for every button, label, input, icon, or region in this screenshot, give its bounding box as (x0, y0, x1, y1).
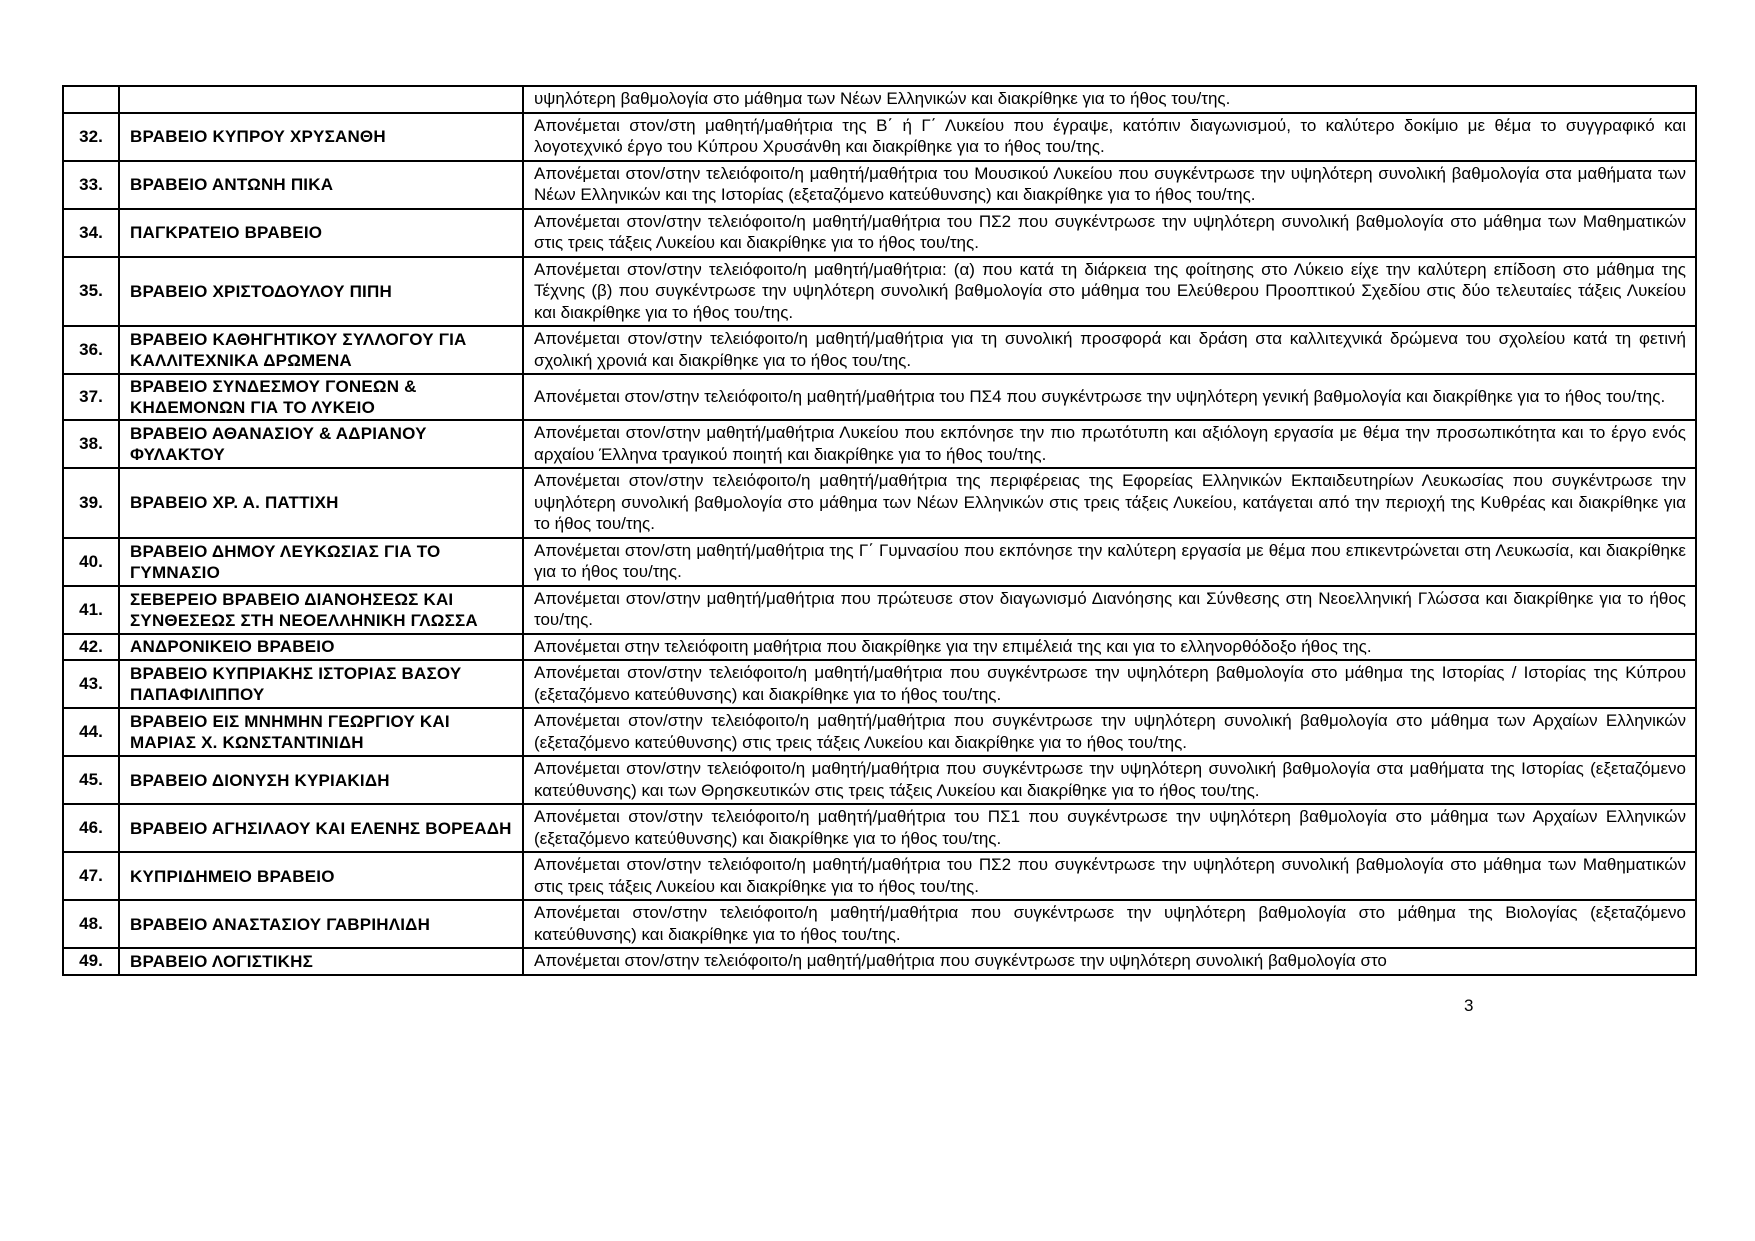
award-number: 41. (63, 586, 119, 634)
table-row (63, 326, 1696, 374)
award-name: ΒΡΑΒΕΙΟ ΚΑΘΗΓΗΤΙΚΟΥ ΣΥΛΛΟΓΟΥ ΓΙΑ ΚΑΛΛΙΤΕΧΝΙΚΑ ΔΡΩΜΕΝΑ (119, 326, 523, 374)
table-row (63, 209, 1696, 257)
awards-table (62, 85, 1697, 976)
award-number: 39. (63, 468, 119, 538)
award-name: ΒΡΑΒΕΙΟ ΑΓΗΣΙΛΑΟΥ ΚΑΙ ΕΛΕΝΗΣ ΒΟΡΕΑΔΗ (119, 804, 523, 852)
award-description: Απονέμεται στον/στην τελειόφοιτο/η μαθητή/μαθήτρια του ΠΣ2 που συγκέντρωσε την υψηλότερη συνολική βαθμολογία στο μάθημα των Μαθηματικών στις τρεις τάξεις Λυκείου και διακρίθηκε για το ήθος του/της. (523, 852, 1696, 900)
table-row (63, 756, 1696, 804)
award-name: ΒΡΑΒΕΙΟ ΚΥΠΡΙΑΚΗΣ ΙΣΤΟΡΙΑΣ ΒΑΣΟΥ ΠΑΠΑΦΙΛΙΠΠΟΥ (119, 660, 523, 708)
award-description: Απονέμεται στον/στη μαθητή/μαθήτρια της Β΄ ή Γ΄ Λυκείου που έγραψε, κατόπιν διαγωνισμού, το καλύτερο δοκίμιο με θέμα το συγγραφικό και λογοτεχνικό έργο του Κύπρου Χρυσάνθη και διακρίθηκε για το ήθος του/της. (523, 113, 1696, 161)
award-name: ΚΥΠΡΙΔΗΜΕΙΟ ΒΡΑΒΕΙΟ (119, 852, 523, 900)
award-number: 37. (63, 374, 119, 420)
table-row (63, 634, 1696, 661)
table-row (63, 900, 1696, 948)
award-description: Απονέμεται στον/στην τελειόφοιτο/η μαθητή/μαθήτρια που συγκέντρωσε την υψηλότερη συνολική βαθμολογία στο (523, 948, 1696, 975)
award-number: 36. (63, 326, 119, 374)
award-description: Απονέμεται στον/στην τελειόφοιτο/η μαθητή/μαθήτρια της περιφέρειας της Εφορείας Ελληνικών Εκπαιδευτηρίων Λευκωσίας που συγκέντρωσε την υψηλότερη συνολική βαθμολογία στο μάθημα των Νέων Ελληνικών στις τρεις τάξεις Λυκείου, κατάγεται από την περιοχή της Κυθρέας και διακρίθηκε για το ήθος του/της. (523, 468, 1696, 538)
award-description: υψηλότερη βαθμολογία στο μάθημα των Νέων Ελληνικών και διακρίθηκε για το ήθος του/της. (523, 86, 1696, 113)
award-description: Απονέμεται στον/στην τελειόφοιτο/η μαθητή/μαθήτρια του ΠΣ1 που συγκέντρωσε την υψηλότερη βαθμολογία στο μάθημα των Αρχαίων Ελληνικών (εξεταζόμενο κατεύθυνσης) και διακρίθηκε για το ήθος του/της. (523, 804, 1696, 852)
award-number: 45. (63, 756, 119, 804)
awards-table-body (63, 86, 1696, 975)
award-description: Απονέμεται στον/στην τελειόφοιτο/η μαθητή/μαθήτρια που συγκέντρωσε την υψηλότερη βαθμολογία στο μάθημα της Βιολογίας (εξεταζόμενο κατεύθυνσης) και διακρίθηκε για το ήθος του/της. (523, 900, 1696, 948)
award-number: 32. (63, 113, 119, 161)
table-row (63, 161, 1696, 209)
table-row (63, 708, 1696, 756)
award-name: ΒΡΑΒΕΙΟ ΧΡ. Α. ΠΑΤΤΙΧΗ (119, 468, 523, 538)
award-description: Απονέμεται στον/στην τελειόφοιτο/η μαθητή/μαθήτρια: (α) που κατά τη διάρκεια της φοίτησης στο Λύκειο είχε την καλύτερη επίδοση στο μάθημα της Τέχνης (β) που συγκέντρωσε την υψηλότερη συνολική βαθμολογία στο μάθημα του Ελεύθερου Προοπτικού Σχεδίου στις δύο τελευταίες τάξεις Λυκείου και διακρίθηκε για το ήθος του/της. (523, 257, 1696, 327)
table-row (63, 468, 1696, 538)
award-description: Απονέμεται στον/στην τελειόφοιτο/η μαθητή/μαθήτρια του ΠΣ4 που συγκέντρωσε την υψηλότερη γενική βαθμολογία και διακρίθηκε για το ήθος του/της. (523, 374, 1696, 420)
table-row (63, 852, 1696, 900)
award-description: Απονέμεται στην τελειόφοιτη μαθήτρια που διακρίθηκε για την επιμέλειά της και για το ελληνορθόδοξο ήθος της. (523, 634, 1696, 661)
award-number: 40. (63, 538, 119, 586)
award-number: 33. (63, 161, 119, 209)
table-row (63, 586, 1696, 634)
award-name: ΒΡΑΒΕΙΟ ΑΝΑΣΤΑΣΙΟΥ ΓΑΒΡΙΗΛΙΔΗ (119, 900, 523, 948)
table-row (63, 86, 1696, 113)
award-description: Απονέμεται στον/στην τελειόφοιτο/η μαθητή/μαθήτρια του ΠΣ2 που συγκέντρωσε την υψηλότερη συνολική βαθμολογία στο μάθημα των Μαθηματικών στις τρεις τάξεις Λυκείου και διακρίθηκε για το ήθος του/της. (523, 209, 1696, 257)
award-description: Απονέμεται στον/στην τελειόφοιτο/η μαθητή/μαθήτρια για τη συνολική προσφορά και δράση στα καλλιτεχνικά δρώμενα του σχολείου κατά τη φετινή σχολική χρονιά και διακρίθηκε για το ήθος του/της. (523, 326, 1696, 374)
table-row (63, 113, 1696, 161)
award-name: ΒΡΑΒΕΙΟ ΕΙΣ ΜΝΗΜΗΝ ΓΕΩΡΓΙΟΥ ΚΑΙ ΜΑΡΙΑΣ Χ. ΚΩΝΣΤΑΝΤΙΝΙΔΗ (119, 708, 523, 756)
page-number: 3 (1464, 996, 1474, 1015)
table-row (63, 804, 1696, 852)
award-description: Απονέμεται στον/στην τελειόφοιτο/η μαθητή/μαθήτρια που συγκέντρωσε την υψηλότερη συνολική βαθμολογία στα μαθήματα της Ιστορίας (εξεταζόμενο κατεύθυνσης) και των Θρησκευτικών στις τρεις τάξεις Λυκείου και διακρίθηκε για το ήθος του/της. (523, 756, 1696, 804)
award-name: ΒΡΑΒΕΙΟ ΛΟΓΙΣΤΙΚΗΣ (119, 948, 523, 975)
award-description: Απονέμεται στον/στη μαθητή/μαθήτρια της Γ΄ Γυμνασίου που εκπόνησε την καλύτερη εργασία με θέμα που επικεντρώνεται στη Λευκωσία, και διακρίθηκε για το ήθος του/της. (523, 538, 1696, 586)
award-number (63, 86, 119, 113)
award-number: 38. (63, 420, 119, 468)
award-name: ΒΡΑΒΕΙΟ ΔΗΜΟΥ ΛΕΥΚΩΣΙΑΣ ΓΙΑ ΤΟ ΓΥΜΝΑΣΙΟ (119, 538, 523, 586)
table-row (63, 374, 1696, 420)
table-row (63, 660, 1696, 708)
award-name: ΠΑΓΚΡΑΤΕΙΟ ΒΡΑΒΕΙΟ (119, 209, 523, 257)
table-row (63, 257, 1696, 327)
table-row (63, 420, 1696, 468)
award-number: 34. (63, 209, 119, 257)
award-name: ΑΝΔΡΟΝΙΚΕΙΟ ΒΡΑΒΕΙΟ (119, 634, 523, 661)
award-number: 49. (63, 948, 119, 975)
award-description: Απονέμεται στον/στην τελειόφοιτο/η μαθητή/μαθήτρια που συγκέντρωσε την υψηλότερη βαθμολογία στο μάθημα της Ιστορίας / Ιστορίας της Κύπρου (εξεταζόμενο κατεύθυνσης) και διακρίθηκε για το ήθος του/της. (523, 660, 1696, 708)
award-name: ΒΡΑΒΕΙΟ ΔΙΟΝΥΣΗ ΚΥΡΙΑΚΙΔΗ (119, 756, 523, 804)
award-number: 35. (63, 257, 119, 327)
table-row (63, 538, 1696, 586)
award-description: Απονέμεται στον/στην τελειόφοιτο/η μαθητή/μαθήτρια του Μουσικού Λυκείου που συγκέντρωσε την υψηλότερη συνολική βαθμολογία στα μαθήματα των Νέων Ελληνικών και της Ιστορίας (εξεταζόμενο κατεύθυνσης) και διακρίθηκε για το ήθος του/της. (523, 161, 1696, 209)
award-name: ΣΕΒΕΡΕΙΟ ΒΡΑΒΕΙΟ ΔΙΑΝΟΗΣΕΩΣ ΚΑΙ ΣΥΝΘΕΣΕΩΣ ΣΤΗ ΝΕΟΕΛΛΗΝΙΚΗ ΓΛΩΣΣΑ (119, 586, 523, 634)
award-name: ΒΡΑΒΕΙΟ ΣΥΝΔΕΣΜΟΥ ΓΟΝΕΩΝ & ΚΗΔΕΜΟΝΩΝ ΓΙΑ ΤΟ ΛΥΚΕΙΟ (119, 374, 523, 420)
table-row (63, 948, 1696, 975)
award-number: 43. (63, 660, 119, 708)
award-name: ΒΡΑΒΕΙΟ ΑΝΤΩΝΗ ΠΙΚΑ (119, 161, 523, 209)
award-description: Απονέμεται στον/στην μαθητή/μαθήτρια Λυκείου που εκπόνησε την πιο πρωτότυπη και αξιόλογη εργασία με θέμα την προσωπικότητα και το έργο ενός αρχαίου Έλληνα τραγικού ποιητή και διακρίθηκε για το ήθος του/της. (523, 420, 1696, 468)
award-name: ΒΡΑΒΕΙΟ ΑΘΑΝΑΣΙΟΥ & ΑΔΡΙΑΝΟΥ ΦΥΛΑΚΤΟΥ (119, 420, 523, 468)
award-name: ΒΡΑΒΕΙΟ ΧΡΙΣΤΟΔΟΥΛΟΥ ΠΙΠΗ (119, 257, 523, 327)
award-number: 48. (63, 900, 119, 948)
award-name (119, 86, 523, 113)
award-number: 46. (63, 804, 119, 852)
award-number: 47. (63, 852, 119, 900)
award-description: Απονέμεται στον/στην μαθητή/μαθήτρια που πρώτευσε στον διαγωνισμό Διανόησης και Σύνθεσης στη Νεοελληνική Γλώσσα και διακρίθηκε για το ήθος του/της. (523, 586, 1696, 634)
award-number: 42. (63, 634, 119, 661)
award-description: Απονέμεται στον/στην τελειόφοιτο/η μαθητή/μαθήτρια που συγκέντρωσε την υψηλότερη συνολική βαθμολογία στο μάθημα των Αρχαίων Ελληνικών (εξεταζόμενο κατεύθυνσης) στις τρεις τάξεις Λυκείου και διακρίθηκε για το ήθος του/της. (523, 708, 1696, 756)
award-name: ΒΡΑΒΕΙΟ ΚΥΠΡΟΥ ΧΡΥΣΑΝΘΗ (119, 113, 523, 161)
award-number: 44. (63, 708, 119, 756)
